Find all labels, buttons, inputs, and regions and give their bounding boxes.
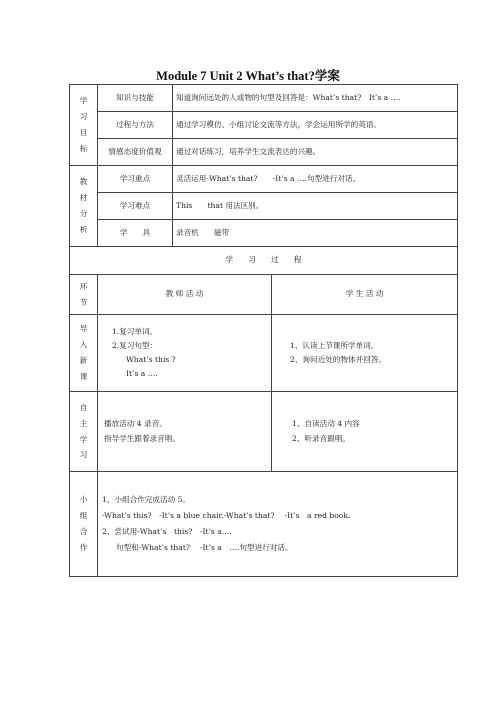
stage-label-group-work: 小 组 合 作 bbox=[70, 472, 98, 577]
analysis-row-difficulty bbox=[70, 193, 458, 220]
page-title: Module 7 Unit 2 What’s that?学案 bbox=[156, 69, 340, 83]
teacher-activity: 1.复习单词。 2.复习句型： What’s this ? It’s a …. bbox=[98, 315, 272, 392]
analysis-content: This that 用法区别。 bbox=[173, 193, 458, 220]
analysis-label: 教 材 分 析 bbox=[70, 166, 98, 247]
stage-label-intro: 导 入 新 课 bbox=[70, 315, 98, 392]
goal-name: 过程与方法 bbox=[98, 112, 173, 139]
student-activity: 1、自读活动 4 内容 2、听录音跟唱。 bbox=[272, 392, 458, 472]
process-header-row bbox=[70, 275, 458, 315]
analysis-row-tools bbox=[70, 220, 458, 247]
process-title: 学 习 过 程 bbox=[70, 247, 458, 275]
stage-row-self-study bbox=[70, 392, 458, 472]
teacher-activity-header: 教 师 活 动 bbox=[98, 275, 272, 315]
goal-row-process bbox=[70, 112, 458, 139]
stage-label-self-study: 自 主 学 习 bbox=[70, 392, 98, 472]
teacher-activity: 播放活动 4 录音。 指导学生跟着录音唱。 bbox=[98, 392, 272, 472]
analysis-name: 学 具 bbox=[98, 220, 173, 247]
analysis-name: 学习难点 bbox=[98, 193, 173, 220]
analysis-content: 录音机 磁带 bbox=[173, 220, 458, 247]
student-activity: 1、认读上节课所学单词。 2、询问近处的物体并回答。 bbox=[272, 315, 458, 392]
goal-content: 通过对话练习，培养学生交流表达的兴趣。 bbox=[173, 139, 458, 166]
goal-name: 情感态度价值观 bbox=[98, 139, 173, 166]
stage-header: 环 节 bbox=[70, 275, 98, 315]
group-work-content: 1、小组合作完成活动 5。 -What’s this? -It’s a blue chair.-What’s that? -It’s a red book. 2、尝试用-What’s this? -It’s a…. 句型和-What’s that? -It’s a ….句型进行对话。 bbox=[98, 472, 458, 577]
goal-name: 知识与技能 bbox=[98, 85, 173, 112]
analysis-name: 学习重点 bbox=[98, 166, 173, 193]
stage-row-intro bbox=[70, 315, 458, 392]
stage-row-group-work bbox=[70, 472, 458, 577]
goal-content: 知道询问远处的人或物的句型及回答是：What’s that? It’s a …. bbox=[173, 85, 458, 112]
analysis-row-key bbox=[70, 166, 458, 193]
goal-row-attitude bbox=[70, 139, 458, 166]
goal-content: 通过学习模仿、小组讨论交流等方法，学会运用所学的英语。 bbox=[173, 112, 458, 139]
analysis-content: 灵活运用-What’s that? -It’s a ….句型进行对话。 bbox=[173, 166, 458, 193]
goals-label: 学 习 目 标 bbox=[70, 85, 98, 166]
process-title-row bbox=[70, 247, 458, 275]
student-activity-header: 学 生 活 动 bbox=[272, 275, 458, 315]
lesson-plan-table bbox=[69, 84, 458, 577]
goal-row-knowledge bbox=[70, 85, 458, 112]
